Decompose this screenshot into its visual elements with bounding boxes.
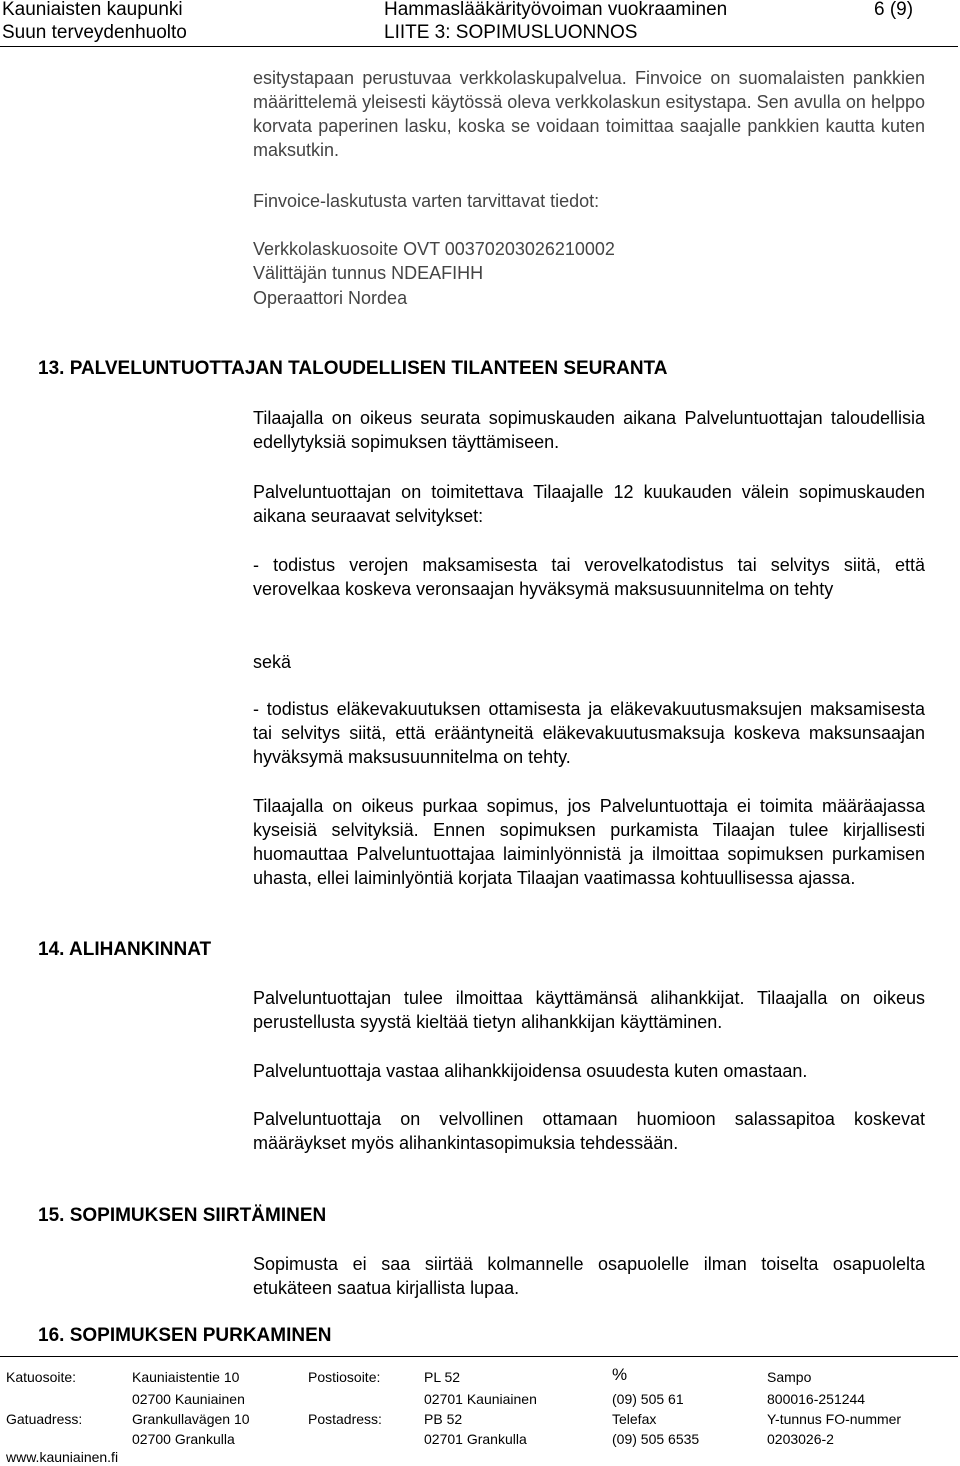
header-document-title: Hammaslääkärityövoiman vuokraaminen xyxy=(384,0,728,20)
footer-gatuadress-city: 02700 Grankulla xyxy=(132,1431,235,1447)
section-14-heading: 14. ALIHANKINNAT xyxy=(38,939,212,960)
section-13-paragraph-3: - todistus verojen maksamisesta tai verovelkatodistus tai selvitys siitä, että verovelkaa koskeva veronsaajan hyväksymä maksusuunnitelma on tehty xyxy=(253,555,925,599)
phone-icon: % xyxy=(612,1365,628,1384)
header-department: Suun terveydenhuolto xyxy=(2,22,187,43)
section-14-paragraph-3: Palveluntuottaja on velvollinen ottamaan huomioon salassapitoa koskevat määräykset myös alihankintasopimuksia tehdessään. xyxy=(253,1109,925,1153)
section-15-paragraph-1: Sopimusta ei saa siirtää kolmannelle osapuolelle ilman toiselta osapuolelta etukäteen saatua kirjallista lupaa. xyxy=(253,1254,925,1298)
footer-street-value: Kauniaistentie 10 xyxy=(132,1369,240,1385)
section-13-paragraph-1: Tilaajalla on oikeus seurata sopimuskauden aikana Palveluntuottajan taloudellisia edellytyksiä sopimuksen täyttämiseen. xyxy=(253,408,925,452)
finvoice-title: Finvoice-laskutusta varten tarvittavat tiedot: xyxy=(253,191,600,211)
section-13-paragraph-4: sekä xyxy=(253,652,292,672)
section-14-paragraph-2: Palveluntuottaja vastaa alihankkijoidensa osuudesta kuten omastaan. xyxy=(253,1061,808,1081)
footer-postal-value: PL 52 xyxy=(424,1369,461,1385)
footer-sampo-label: Sampo xyxy=(767,1369,812,1385)
footer-ytunnus-label: Y-tunnus FO-nummer xyxy=(767,1411,902,1427)
footer-gatuadress-label: Gatuadress: xyxy=(6,1411,83,1427)
header-document-subtitle: LIITE 3: SOPIMUSLUONNOS xyxy=(384,22,638,43)
footer-postadress-city: 02701 Grankulla xyxy=(424,1431,527,1447)
section-14-paragraph-1: Palveluntuottajan tulee ilmoittaa käyttämänsä alihankkijat. Tilaajalla on oikeus perustellusta syystä kieltää tietyn alihankkijan käyttäminen. xyxy=(253,988,925,1032)
footer-postadress-label: Postadress: xyxy=(308,1411,382,1427)
footer-postal-label: Postiosoite: xyxy=(308,1369,381,1385)
intro-paragraph: esitystapaan perustuvaa verkkolaskupalvelua. Finvoice on suomalaisten pankkien määrittelemä yleisesti käytössä oleva verkkolaskun esitystapa. Sen avulla on helppo korvata paperinen lasku, koska se voidaan toimittaa saajalle pankkien kautta kuten maksutkin. xyxy=(253,68,925,160)
footer-telefax: (09) 505 6535 xyxy=(612,1431,700,1447)
footer-website-link[interactable]: www.kauniainen.fi xyxy=(6,1449,119,1465)
footer-ytunnus-value: 0203026-2 xyxy=(767,1431,834,1447)
section-13-paragraph-6: Tilaajalla on oikeus purkaa sopimus, jos Palveluntuottaja ei toimita määräajassa kyseisiä selvityksiä. Ennen sopimuksen purkamista Tilaajan tulee kirjallisesti huomauttaa Palveluntuottajaa laiminlyönnistä ja ilmoittaa sopimuksen purkamisen uhasta, ellei laiminlyöntiä korjata Tilaajan vaatimassa kohtuullisessa ajassa. xyxy=(253,796,925,888)
header-page-number: 6 (9) xyxy=(874,0,914,20)
section-13-heading: 13. PALVELUNTUOTTAJAN TALOUDELLISEN TILANTEEN SEURANTA xyxy=(38,358,668,379)
operator-name: Operaattori Nordea xyxy=(253,288,408,308)
header-divider xyxy=(0,46,958,47)
einvoice-address: Verkkolaskuosoite OVT 003702030262​10002 xyxy=(253,239,615,259)
footer-postal-city: 02701 Kauniainen xyxy=(424,1391,537,1407)
section-15-heading: 15. SOPIMUKSEN SIIRTÄMINEN xyxy=(38,1205,327,1226)
footer-phone: (09) 505 61 xyxy=(612,1391,684,1407)
section-13-paragraph-5: - todistus eläkevakuutuksen ottamisesta ja eläkevakuutusmaksujen maksamisesta tai selvitys siitä, että erääntyneitä eläkevakuutusmaksuja koskeva maksunsaajan hyväksymä maksusuunnitelma on tehty. xyxy=(253,699,925,767)
footer-divider xyxy=(0,1356,958,1357)
section-13-paragraph-2: Palveluntuottajan on toimitettava Tilaajalle 12 kuukauden välein sopimuskauden aikana seuraavat selvitykset: xyxy=(253,482,925,526)
footer-street-city: 02700 Kauniainen xyxy=(132,1391,245,1407)
footer-telefax-label: Telefax xyxy=(612,1411,657,1427)
footer-gatuadress-value: Grankullavägen 10 xyxy=(132,1411,250,1427)
footer-sampo-value: 800016-251244 xyxy=(767,1391,866,1407)
section-16-heading: 16. SOPIMUKSEN PURKAMINEN xyxy=(38,1325,332,1346)
operator-id: Välittäjän tunnus NDEAFIHH xyxy=(253,263,484,283)
header-organization: Kauniaisten kaupunki xyxy=(2,0,183,20)
footer-postadress-value: PB 52 xyxy=(424,1411,463,1427)
footer-street-label: Katuosoite: xyxy=(6,1369,77,1385)
